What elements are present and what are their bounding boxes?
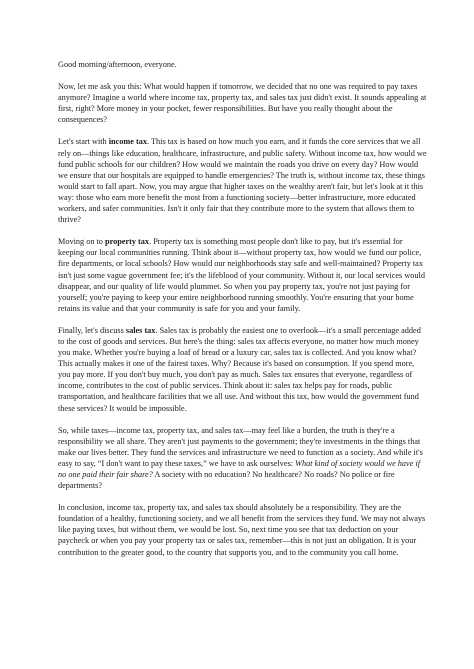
income-tax-body: . This tax is based on how much you earn, and it funds the core services that we all rely on—things like education, healthcare, infrastructure, and public safety. Without income tax, how would we fund public schools for our children? How would we maintain the roads you drive on every day? How would we ensure that our hospitals are equipped to handle emergencies? The truth is, without income tax, these things would start to fall apart. Now, you may argue that higher taxes on the wealthy aren't fair, but let's look at it this way: those who earn more benefit the most from a functioning society—better infrastructure, more educated workers, and safer communities. Isn't it only fair that they contribute more to the system that allows them to thrive? [58, 137, 427, 225]
sales-tax-paragraph [58, 325, 428, 414]
conclusion-paragraph: In conclusion, income tax, property tax, and sales tax should absolutely be a responsibility. They are the foundation of a healthy, functioning society, and we all benefit from the services they fund. We may not always like paying taxes, but without them, we would be lost. So, next time you see that tax deduction on your paycheck or when you pay your property tax or sales tax, remember—this is not just an obligation. It is your contribution to the greater good, to the country that supports you, and to the community you call home. [58, 503, 426, 557]
responsibility-question: What kind of society would we have if no one paid their fair share? [58, 458, 421, 479]
greeting-paragraph: Good morning/afternoon, everyone. [58, 60, 177, 69]
property-tax-paragraph [58, 236, 428, 314]
property-tax-lead: Moving on to [58, 237, 105, 247]
sales-tax-heading: sales tax [125, 325, 156, 335]
intro-paragraph: Now, let me ask you this: What would happen if tomorrow, we decided that no one was required to pay taxes anymore? Imagine a world where income tax, property tax, and sales tax just didn't exist. It sounds appealing at first, right? More money in your pocket, fewer responsibilities. But have you really thought about the consequences? [58, 82, 427, 125]
responsibility-paragraph [58, 425, 428, 492]
responsibility-body: A society with no education? No healthcare? No roads? No police or fire departments? [58, 470, 395, 491]
property-tax-heading: property tax [104, 237, 150, 247]
sales-tax-body: . Sales tax is probably the easiest one to overlook—it's a small percentage added to the cost of goods and services. But here's the thing: sales tax affects everyone, no matter how much money you make. Whether you're buying a loaf of bread or a luxury car, sales tax is collected. And you know what? This actually makes it one of the fairest taxes. Why? Because it's based on consumption. If you spend more, you pay more. If you don't buy much, you don't pay as much. Sales tax ensures that everyone, regardless of income, contributes to the cost of public services. Think about it: sales tax helps pay for roads, public transportation, and healthcare facilities that we all use. And without this tax, how would the government fund these services? It would be impossible. [58, 325, 421, 413]
income-tax-lead: Let's start with [58, 137, 109, 147]
responsibility-lead: So, while taxes—income tax, property tax, and sales tax—may feel like a burden, the truth is they're a responsibility we all share. They aren't just payments to the government; they're investments in the things that make our lives better. They fund the services and infrastructure we need to function as a society. And while it's easy to say, “I don't want to pay these taxes,” we have to ask ourselves: [58, 425, 423, 468]
income-tax-paragraph [58, 136, 428, 225]
sales-tax-lead: Finally, let's discuss [58, 325, 126, 335]
property-tax-body: . Property tax is something most people don't like to pay, but it's essential for keeping our local communities running. Think about it—without property tax, how would we fund our police, fire departments, or local schools? How would our neighborhoods stay safe and well-maintained? Property tax isn't just some vague government fee; it's the lifeblood of your community. Without it, our local services would disappear, and our quality of life would plummet. So when you pay property tax, you're not just paying for yourself; you're paying to keep your entire neighborhood running smoothly. You're ensuring that your home retains its value and that your community is safe for you and your family. [58, 237, 425, 313]
income-tax-heading: income tax [108, 137, 148, 147]
